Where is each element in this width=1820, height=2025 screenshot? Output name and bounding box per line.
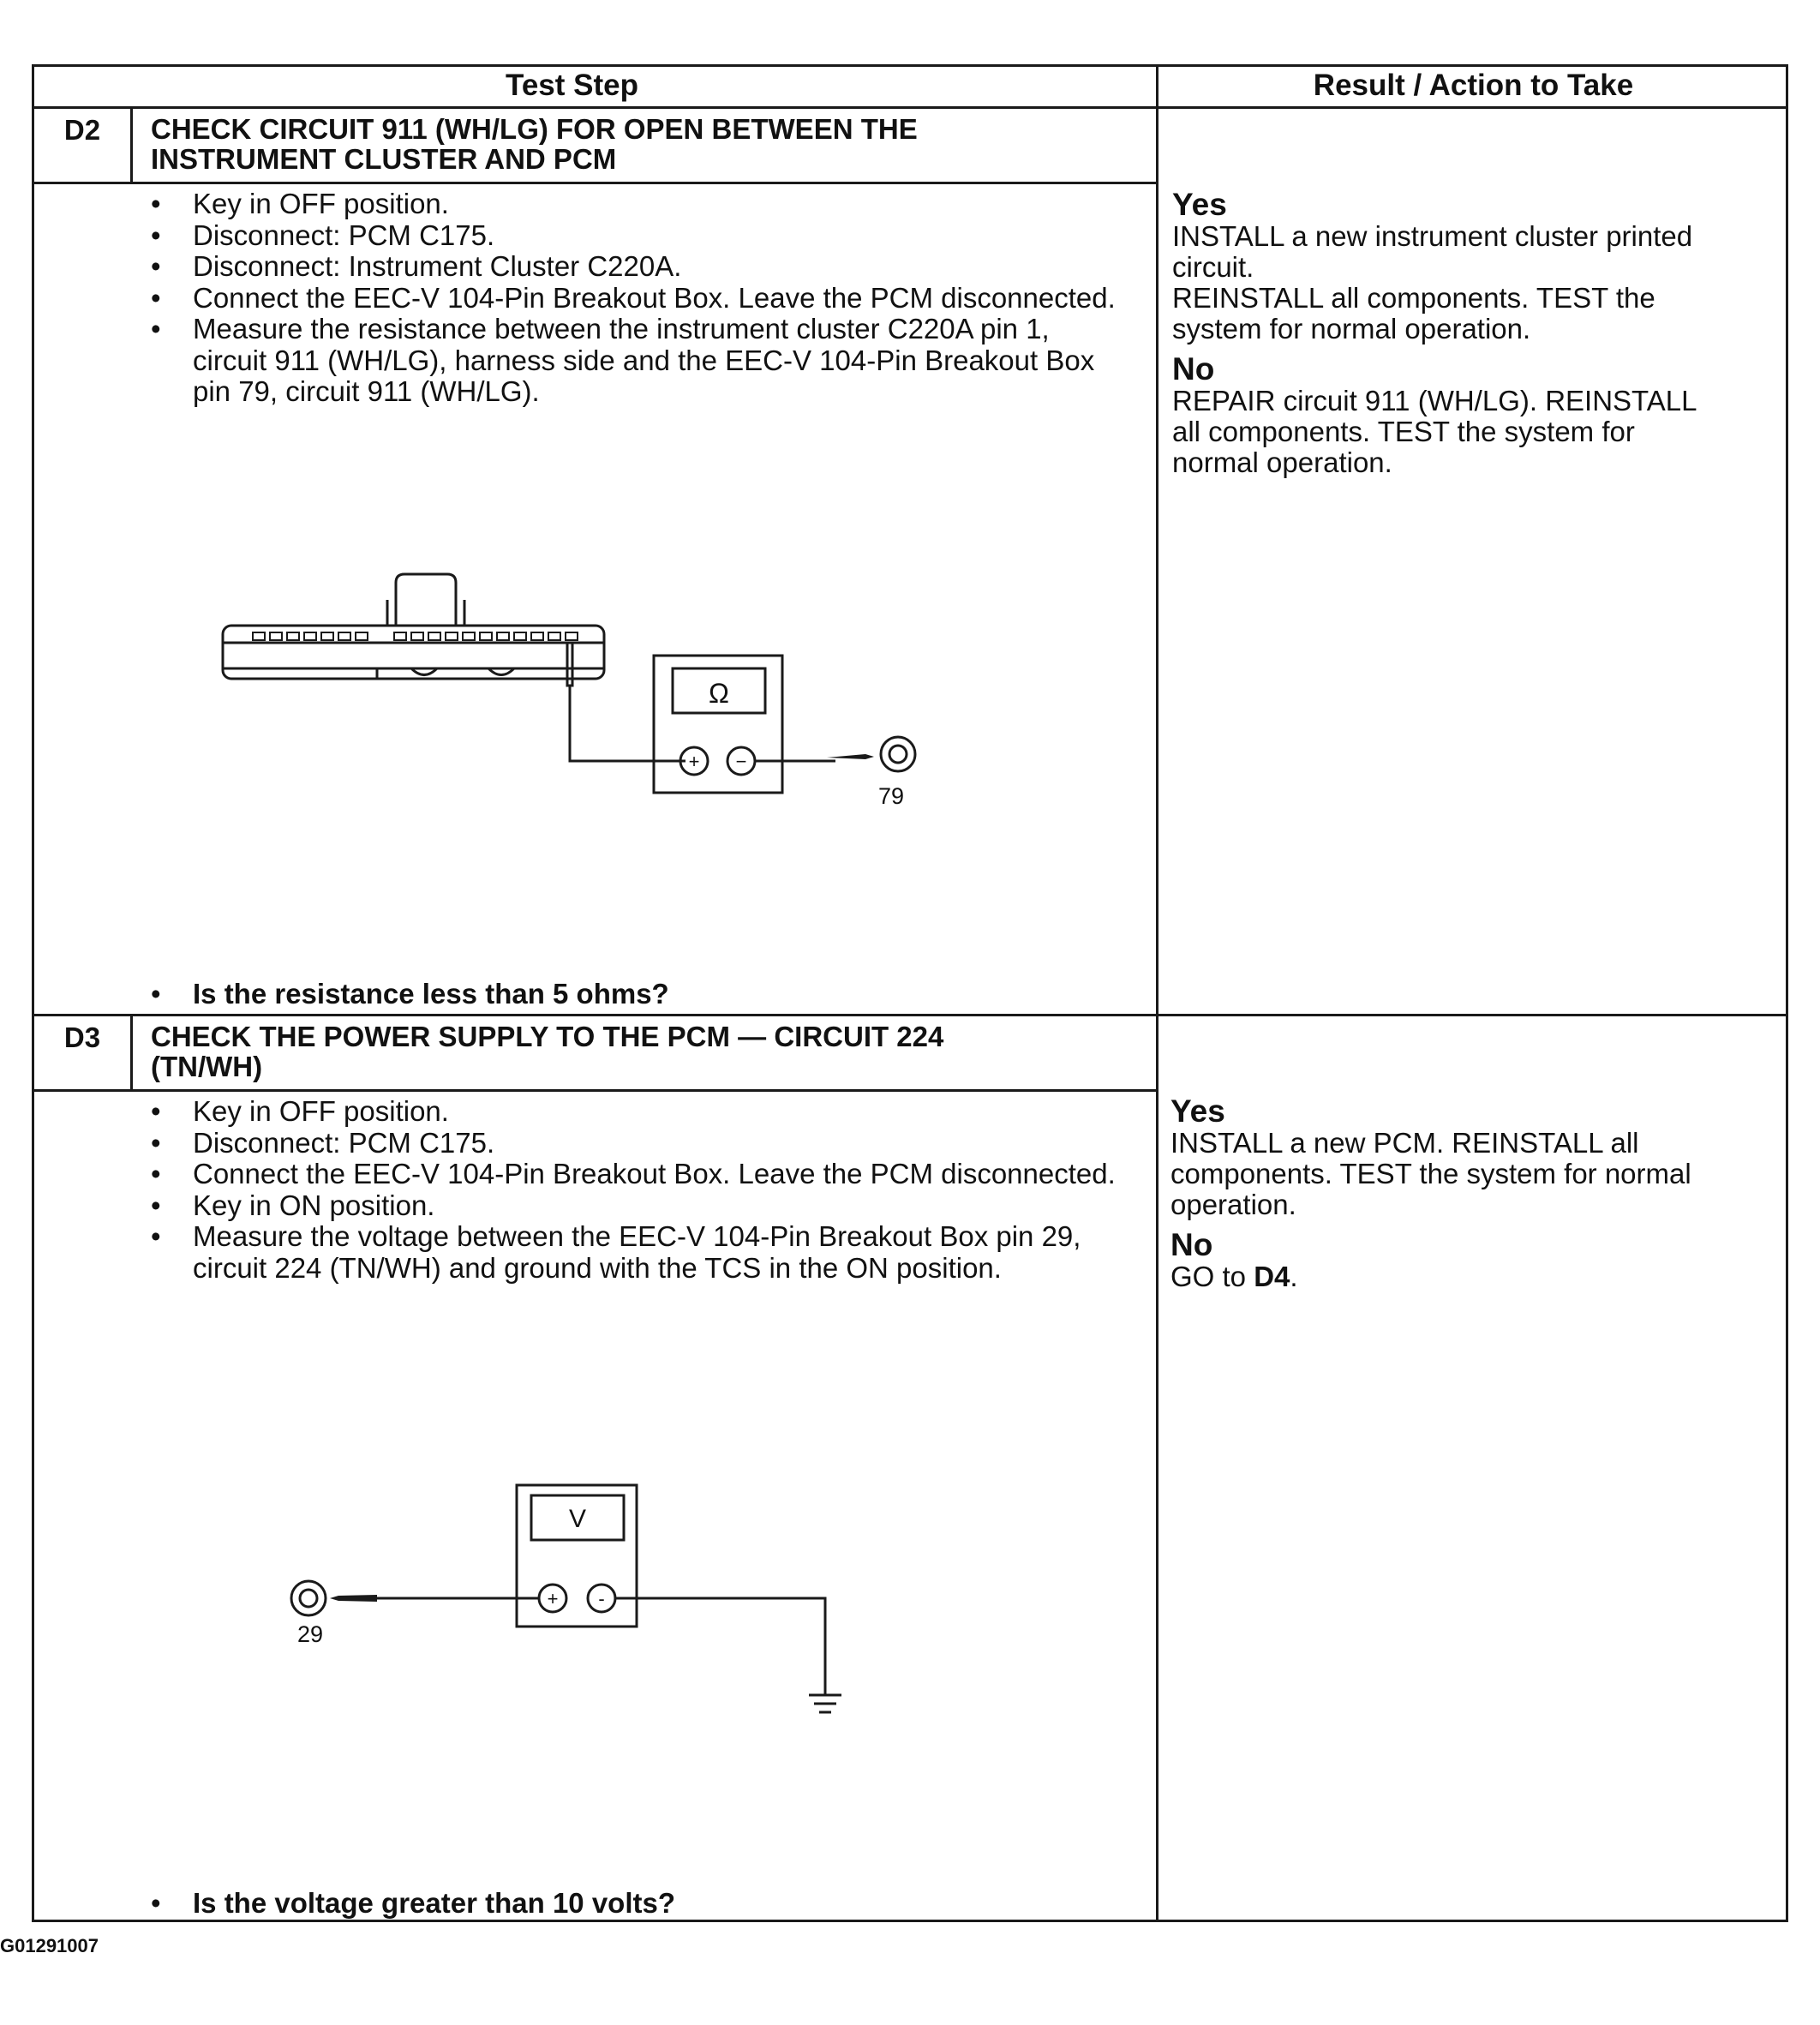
procedure-item: • Measure the resistance between the instrument cluster C220A pin 1, circuit 911 (WH/LG), harness side and the EEC-V 104-Pin Breakout Box pin 79, circuit 911 (WH/LG). [147, 314, 1124, 408]
plus-terminal: + [688, 751, 700, 772]
yes-action-line: components. TEST the system for normal [1170, 1158, 1691, 1189]
procedure-item: • Connect the EEC-V 104-Pin Breakout Box. Leave the PCM disconnected. [147, 283, 1124, 315]
yes-action-line: operation. [1170, 1189, 1296, 1220]
yes-label: Yes [1172, 187, 1227, 222]
no-action-suffix: . [1290, 1261, 1298, 1292]
step-separator [32, 1014, 1788, 1016]
procedure-item: • Disconnect: PCM C175. [147, 1128, 1124, 1159]
minus-terminal: − [735, 751, 747, 772]
step-question: • Is the resistance less than 5 ohms? [147, 978, 669, 1010]
procedure-list [147, 1096, 1124, 1284]
no-label: No [1170, 1227, 1213, 1262]
figure-code: G01291007 [0, 1935, 99, 1956]
yes-action-line: REINSTALL all components. TEST the [1172, 282, 1655, 314]
step-result [1170, 1095, 1770, 1292]
procedure-item: • Key in OFF position. [147, 189, 1124, 220]
procedure-item: • Disconnect: PCM C175. [147, 220, 1124, 252]
yes-action-line: circuit. [1172, 251, 1254, 283]
step-title [151, 114, 1145, 174]
procedure-item: • Measure the voltage between the EEC-V 104-Pin Breakout Box pin 29, circuit 224 (TN/WH) and ground with the TCS in the ON position. [147, 1221, 1124, 1284]
step-question: • Is the voltage greater than 10 volts? [147, 1887, 675, 1920]
procedure-item: • Connect the EEC-V 104-Pin Breakout Box. Leave the PCM disconnected. [147, 1159, 1124, 1190]
no-label: No [1172, 351, 1215, 386]
no-action-line: REPAIR circuit 911 (WH/LG). REINSTALL [1172, 385, 1697, 416]
pin-label: 29 [296, 1621, 324, 1647]
meter-symbol: V [568, 1505, 587, 1533]
no-action-line: normal operation. [1172, 446, 1392, 478]
column-divider [1156, 64, 1158, 1922]
step-result [1172, 189, 1772, 478]
voltmeter-diagram [274, 1474, 925, 1748]
procedure-item: • Key in OFF position. [147, 1096, 1124, 1128]
header-test-step: Test Step [506, 69, 638, 102]
yes-action-line: INSTALL a new PCM. REINSTALL all [1170, 1127, 1639, 1159]
yes-action-line: INSTALL a new instrument cluster printed [1172, 220, 1693, 252]
step-title-line: CHECK CIRCUIT 911 (WH/LG) FOR OPEN BETWEEN THE [151, 113, 918, 145]
no-action-line: all components. TEST the system for [1172, 416, 1635, 447]
header-rule [32, 106, 1788, 109]
d3-title-rule [32, 1089, 1158, 1092]
pin-label: 79 [877, 783, 905, 809]
step-title [151, 1021, 1145, 1081]
procedure-list [147, 189, 1124, 408]
ohmmeter-diagram [206, 566, 960, 840]
minus-terminal: - [598, 1588, 605, 1609]
plus-terminal: + [547, 1588, 559, 1609]
step-title-line: CHECK THE POWER SUPPLY TO THE PCM — CIRCUIT 224 [151, 1021, 944, 1052]
d2-title-rule [32, 182, 1158, 184]
step-id: D3 [63, 1021, 101, 1053]
no-action-line [1170, 1261, 1770, 1292]
d2-id-divider [130, 106, 133, 184]
yes-label: Yes [1170, 1093, 1225, 1129]
step-title-line: (TN/WH) [151, 1051, 263, 1082]
header-result-action: Result / Action to Take [1313, 69, 1634, 102]
goto-step-link: D4 [1254, 1261, 1290, 1292]
step-title-line: INSTRUMENT CLUSTER AND PCM [151, 143, 617, 175]
no-action-prefix: GO to [1170, 1261, 1254, 1292]
procedure-item: • Key in ON position. [147, 1190, 1124, 1222]
yes-action-line: system for normal operation. [1172, 313, 1531, 344]
d3-id-divider [130, 1014, 133, 1092]
procedure-item: • Disconnect: Instrument Cluster C220A. [147, 251, 1124, 283]
meter-symbol: Ω [709, 678, 729, 709]
step-id: D2 [63, 114, 101, 146]
